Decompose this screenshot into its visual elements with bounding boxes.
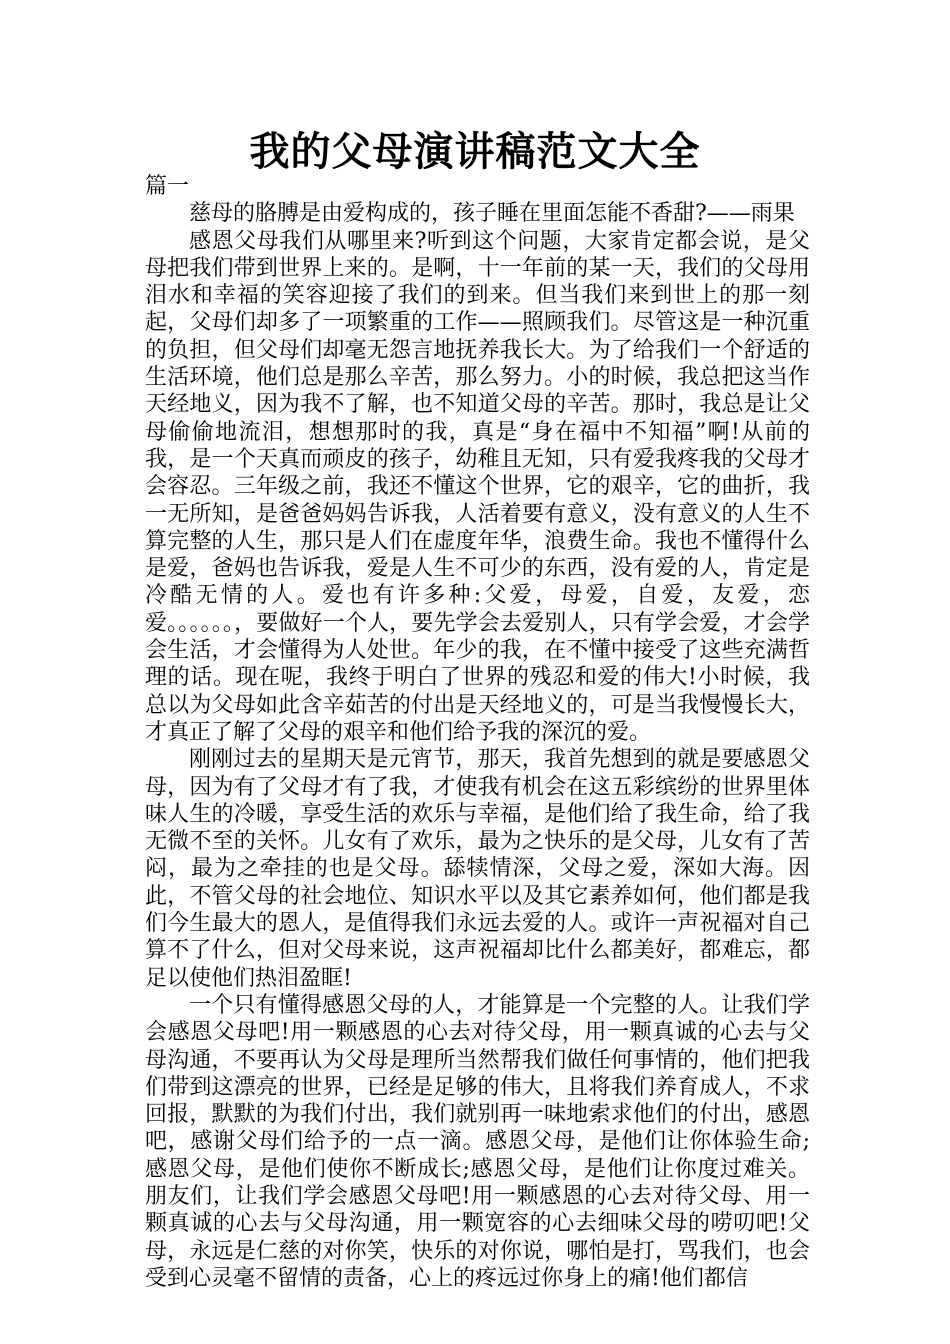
body-paragraph: 一个只有懂得感恩父母的人，才能算是一个完整的人。让我们学会感恩父母吧!用一颗感恩的心去对待父母，用一颗真诚的心去与父母沟通，不要再认为父母是理所当然帮我们做任何事情的，他们把我们带到这漂亮的世界，已经是足够的伟大，且将我们养育成人，不求回报，默默的为我们付出，我们就别再一味地索求他们的付出，感恩吧，感谢父母们给予的一点一滴。感恩父母，是他们让你体验生命;感恩父母，是他们使你不断成长;感恩父母，是他们让你度过难关。朋友们，让我们学会感恩父母吧!用一颗感恩的心去对待父母、用一颗真诚的心去与父母沟通，用一颗宽容的心去细味父母的唠叨吧!父母，永远是仁慈的对你笑，快乐的对你说，哪怕是打，骂我们，也会受到心灵毫不留情的责备，心上的疼远过你身上的痛!他们都信 [145,992,810,1291]
document-body [145,173,810,1292]
document-title: 我的父母演讲稿范文大全 [249,129,701,175]
quote-paragraph: 慈母的胳膊是由爱构成的，孩子睡在里面怎能不香甜?——雨果 [189,201,795,227]
section-label: 篇一 [145,174,190,199]
body-paragraph: 感恩父母我们从哪里来?听到这个问题，大家肯定都会说，是父母把我们带到世界上来的。是啊，十一年前的某一天，我们的父母用泪水和幸福的笑容迎接了我们的到来。但当我们来到世上的那一刻起，父母们却多了一项繁重的工作——照顾我们。尽管这是一种沉重的负担，但父母们却毫无怨言地抚养我长大。为了给我们一个舒适的生活环境，他们总是那么辛苦，那么努力。小的时候，我总把这当作天经地义，因为我不了解，也不知道父母的辛苦。那时，我总是让父母偷偷地流泪，想想那时的我，真是“身在福中不知福”啊!从前的我，是一个天真而顽皮的孩子，幼稚且无知，只有爱我疼我的父母才会容忍。三年级之前，我还不懂这个世界，它的艰辛，它的曲折，我一无所知，是爸爸妈妈告诉我，人活着要有意义，没有意义的人生不算完整的人生，那只是人们在虚度年华，浪费生命。我也不懂得什么是爱，爸妈也告诉我，爱是人生不可少的东西，没有爱的人，肯定是冷酷无情的人。爱也有许多种:父爱，母爱，自爱，友爱，恋爱。。。。。。，要做好一个人，要先学会去爱别人，只有学会爱，才会学会生活，才会懂得为人处世。年少的我，在不懂中接受了这些充满哲理的话。现在呢，我终于明白了世界的残忍和爱的伟大!小时候，我总以为父母如此含辛茹苦的付出是天经地义的，可是当我慢慢长大，才真正了解了父母的艰辛和他们给予我的深沉的爱。 [145,228,810,745]
body-paragraph: 刚刚过去的星期天是元宵节，那天，我首先想到的就是要感恩父母，因为有了父母才有了我，才使我有机会在这五彩缤纷的世界里体味人生的冷暖，享受生活的欢乐与幸福，是他们给了我生命，给了我无微不至的关怀。儿女有了欢乐，最为之快乐的是父母，儿女有了苦闷，最为之牵挂的也是父母。舔犊情深，父母之爱，深如大海。因此，不管父母的社会地位、知识水平以及其它素养如何，他们都是我们今生最大的恩人，是值得我们永远去爱的人。或许一声祝福对自己算不了什么，但对父母来说，这声祝福却比什么都美好，都难忘，都足以使他们热泪盈眶! [145,747,810,991]
